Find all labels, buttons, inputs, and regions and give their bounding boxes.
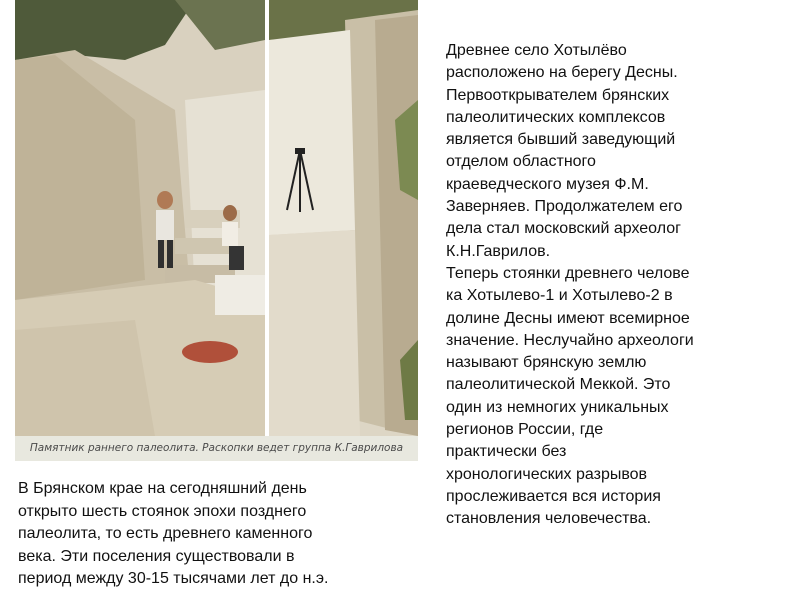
photo-caption: Памятник раннего палеолита. Раскопки ведет группа К.Гаврилова bbox=[15, 436, 418, 461]
left-photo-panel bbox=[15, 0, 265, 436]
excavation-photo-block bbox=[15, 0, 418, 461]
right-photo-panel bbox=[269, 0, 418, 436]
right-text-column bbox=[446, 40, 784, 531]
left-paragraph-sites: В Брянском крае на сегодняшний день открыто шесть стоянок эпохи позднего палеолита, то есть древнего каменного века. Эти поселения существовали в период между 30-15 тысячами лет до н.э. bbox=[18, 480, 329, 587]
right-paragraph-history: Древнее село Хотылёво расположено на берегу Десны. Первооткрывателем брянских палеолитических комплексов является бывший заведующий отделом областного краеведческого музея Ф.М. Заверняев. Продолжателем его дела стал московский археолог К.Н.Гаврилов. bbox=[446, 42, 683, 260]
excavation-photo bbox=[15, 0, 418, 436]
right-paragraph-significance: Теперь стоянки древнего челове ка Хотылево-1 и Хотылево-2 в долине Десны имеют всемирное значение. Неслучайно археологи называют брянскую землю палеолитической Меккой. Это один из немногих уникальных регионов России, где практически без хронологических разрывов прослеживается вся история становления человечества. bbox=[446, 264, 694, 528]
